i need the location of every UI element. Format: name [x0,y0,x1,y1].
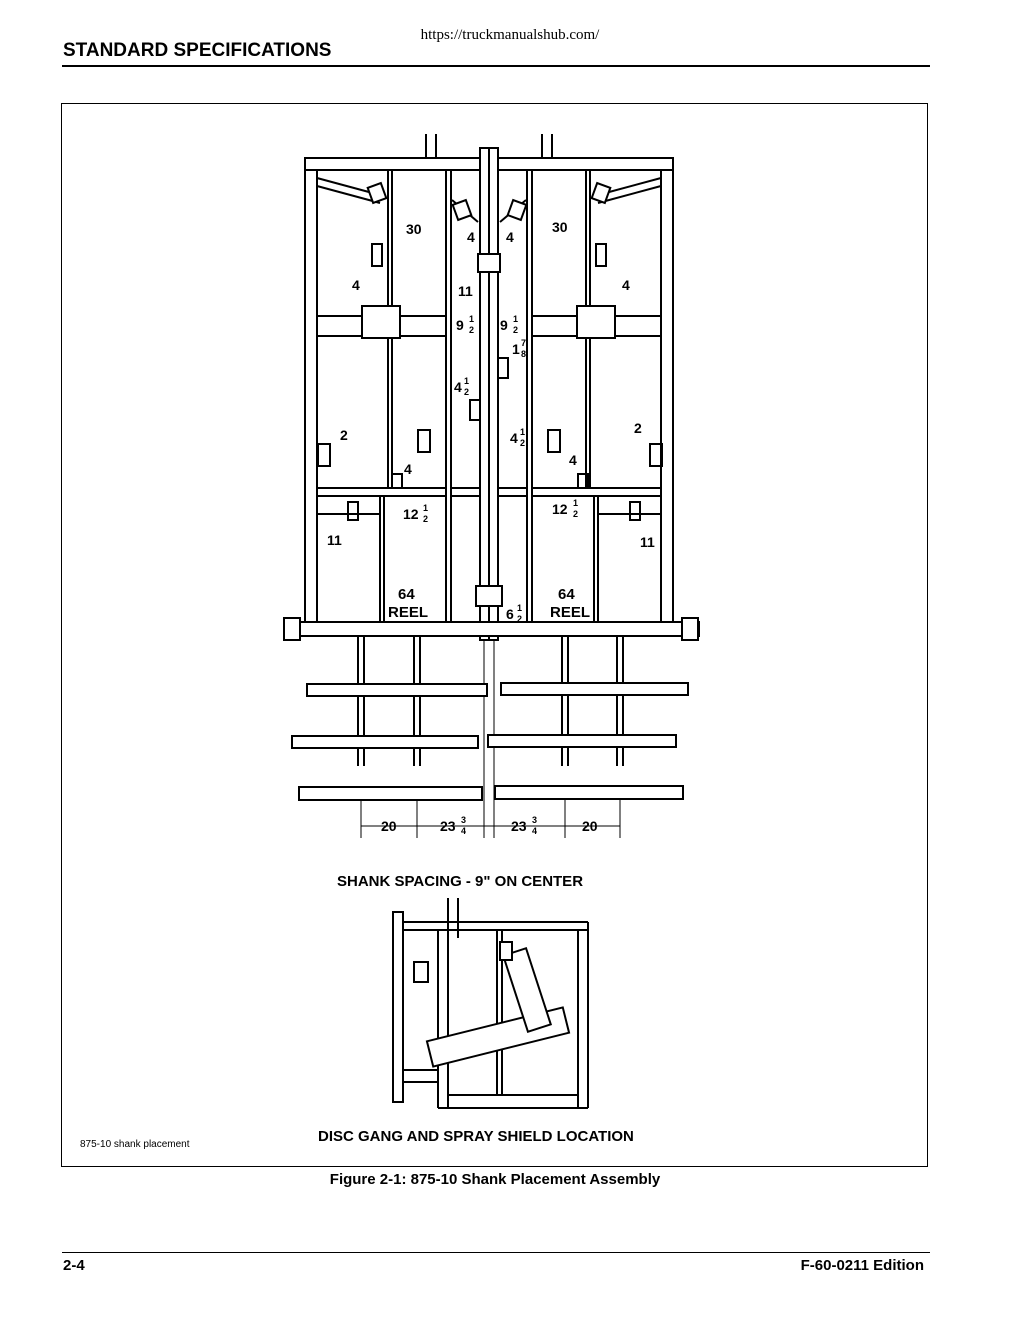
dim-20-left: 20 [381,818,397,834]
dim-12-12-right: 12 [552,501,568,517]
shank-spacing-title: SHANK SPACING - 9" ON CENTER [337,873,584,890]
frac-den: 2 [573,509,579,519]
dim-9-right: 9 [500,317,508,333]
frac-den: 2 [423,514,429,524]
frac-den: 2 [464,387,470,397]
dim-11-left: 11 [327,532,342,548]
dim-4-mid-left: 4 [404,461,412,477]
frac-den: 8 [521,349,527,359]
dim-23-34-right: 23 [511,818,527,834]
frac-num: 3 [532,815,538,825]
frac-den: 2 [517,614,523,624]
dim-30-right: 30 [552,219,568,235]
dim-11-right: 11 [640,534,655,550]
dim-2-left: 2 [340,427,348,443]
dim-4-12-lower: 4 [510,430,518,446]
dim-12-12-left: 12 [403,506,419,522]
edition-label: F-60-0211 Edition [800,1257,924,1274]
frac-num: 1 [573,498,579,508]
frac-num: 1 [464,376,470,386]
dim-4-left: 4 [352,277,360,293]
dim-23-34-left: 23 [440,818,456,834]
reel-left-label: REEL [388,604,429,621]
frac-num: 3 [461,815,467,825]
figure-caption: Figure 2-1: 875-10 Shank Placement Assembly [329,1171,661,1188]
frac-den: 2 [513,325,519,335]
source-url: https://truckmanualshub.com/ [420,27,600,43]
dim-6-12: 6 [506,606,514,622]
reel-right-size: 64 [558,586,575,603]
frac-num: 1 [520,427,526,437]
footer-rule [62,1252,930,1253]
dim-4-mid-right: 4 [569,452,577,468]
frac-num: 1 [517,603,523,613]
frac-num: 1 [423,503,429,513]
frac-den: 4 [461,826,467,836]
frac-den: 2 [520,438,526,448]
dim-20-right: 20 [582,818,598,834]
dim-4-right: 4 [622,277,630,293]
frac-den: 4 [532,826,538,836]
reel-left-size: 64 [398,586,415,603]
dim-11-center: 11 [458,283,473,299]
dim-30-left: 30 [406,221,422,237]
disc-gang-title: DISC GANG AND SPRAY SHIELD LOCATION [318,1128,634,1145]
frac-den: 2 [469,325,475,335]
dim-4-12-upper: 4 [454,379,462,395]
frac-num: 1 [513,314,519,324]
frac-num: 1 [469,314,475,324]
frac-num: 7 [521,338,527,348]
figure-filename-label: 875-10 shank placement [80,1139,190,1150]
dim-4-top-left: 4 [467,229,475,245]
page-number: 2-4 [63,1257,85,1274]
dim-4-top-right: 4 [506,229,514,245]
section-title: STANDARD SPECIFICATIONS [63,40,332,61]
dim-9-left: 9 [456,317,464,333]
dim-2-right: 2 [634,420,642,436]
reel-right-label: REEL [550,604,591,621]
dim-1-7-8: 1 [512,341,520,357]
